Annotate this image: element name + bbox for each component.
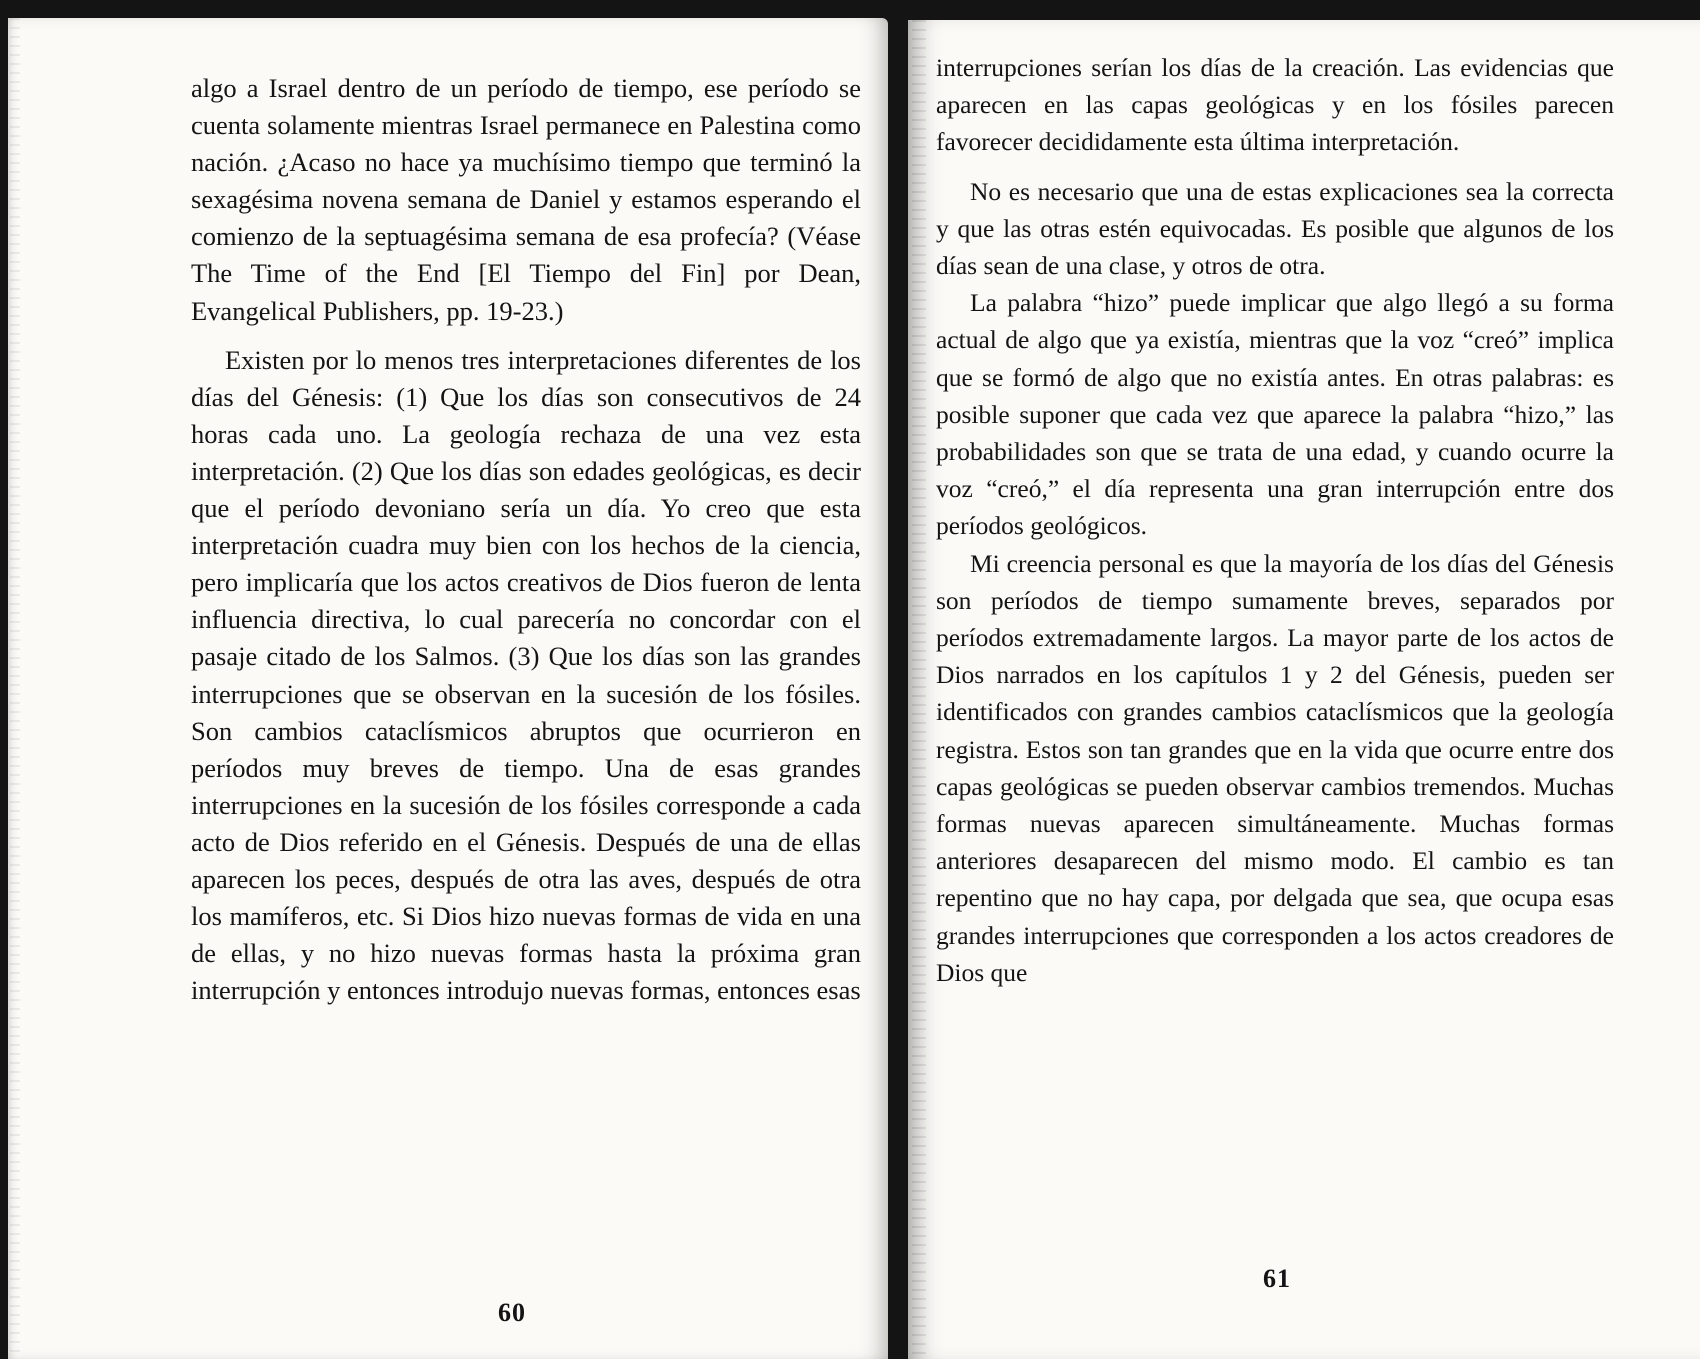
right-paragraph-4: Mi creencia personal es que la mayoría de los días del Génesis son períodos de tiempo sumamente breves, separados por períodos extremadamente largos. La mayor parte de los actos de Dios narrados en los capítulos 1 y 2 del Génesis, pueden ser identificados con grandes cambios cataclísmicos que la geología registra. Estos son tan grandes que en la vida que ocurre entre dos capas geológicas se pueden observar cambios tremendos. Muchas formas nuevas aparecen simultáneamente. Muchas formas anteriores desaparecen del mismo modo. El cambio es tan repentino que no hay capa, por delgada que sea, que ocupa esas grandes interrupciones que corresponden a los actos creadores de Dios que: [936, 548, 1614, 987]
left-paragraph-1: algo a Israel dentro de un período de tiempo, ese período se cuenta solamente mientras Israel permanece en Palestina como nación. ¿Acaso no hace ya muchísimo tiempo que terminó la sexagésima novena semana de Daniel y estamos esperando el comienzo de la septuagésima semana de esa profecía? (Véase The Time of the End [El Tiempo del Fin] por Dean, Evangelical Publishers, pp. 19-23.): [191, 73, 861, 326]
page-number-left: 60: [498, 1298, 526, 1327]
page-edge-shadow: [10, 18, 20, 1359]
right-paragraph-2: No es necesario que una de estas explicaciones sea la correcta y que las otras estén equivocadas. Es posible que algunos de los días sean de una clase, y otros de otra.: [936, 176, 1614, 281]
gutter-shadow: [912, 20, 926, 1359]
page-number-right: 61: [1263, 1264, 1291, 1293]
left-page-text: [191, 70, 861, 1009]
left-paragraph-2: Existen por lo menos tres interpretaciones diferentes de los días del Génesis: (1) Que los días son consecutivos de 24 horas cada uno. La geología rechaza de una vez esta interpretación. (2) Que los días son edades geológicas, es decir que el período devoniano sería un día. Yo creo que esta interpretación cuadra muy bien con los hechos de la ciencia, pero implicaría que los actos creativos de Dios fueron de lenta influencia directiva, lo cual parecería no concordar con el pasaje citado de los Salmos. (3) Que los días son las grandes interrupciones que se observan en la sucesión de los fósiles. Son cambios cataclísmicos abruptos que ocurrieron en períodos muy breves de tiempo. Una de esas grandes interrupciones en la sucesión de los fósiles corresponde a cada acto de Dios referido en el Génesis. Después de una de ellas aparecen los peces, después de otra las aves, después de otra los mamíferos, etc. Si Dios hizo nuevas formas de vida en una de ellas, y no hizo nuevas formas hasta la próxima gran interrupción y entonces introdujo nuevas formas, entonces esas: [191, 344, 861, 1006]
left-page: [8, 18, 888, 1359]
right-paragraph-3: La palabra “hizo” puede implicar que algo llegó a su forma actual de algo que ya existía, mientras que la voz “creó” implica que se formó de algo que no existía antes. En otras palabras: es posible suponer que cada vez que aparece la palabra “hizo,” las probabilidades son que se trata de una edad, y cuando ocurre la voz “creó,” el día representa una gran interrupción entre dos períodos geológicos.: [936, 288, 1614, 541]
right-page: [908, 20, 1700, 1359]
right-paragraph-1: interrupciones serían los días de la creación. Las evidencias que aparecen en las capas geológicas y en los fósiles parecen favorecer decididamente esta última interpretación.: [936, 53, 1614, 157]
right-page-text: [936, 49, 1614, 991]
